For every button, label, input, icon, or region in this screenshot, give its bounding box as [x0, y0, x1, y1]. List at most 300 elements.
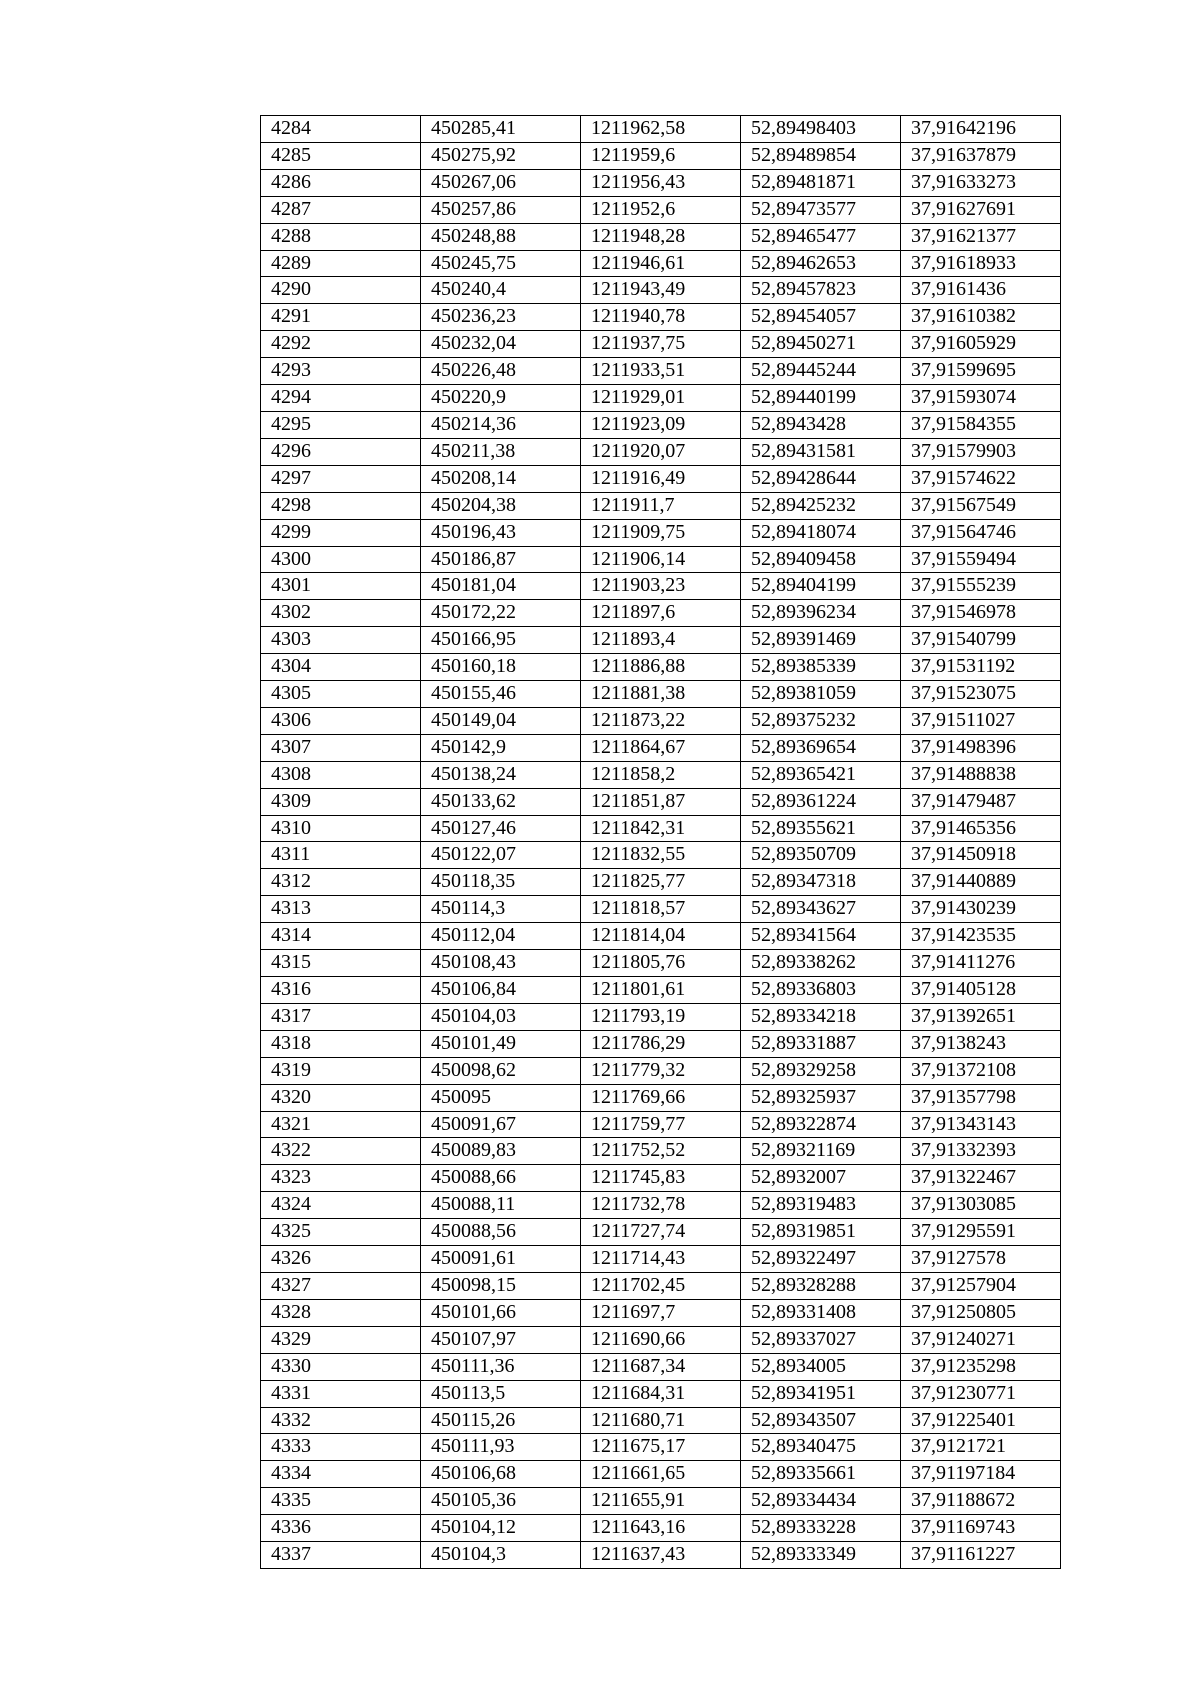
y-coordinate-cell: 1211714,43	[581, 1246, 741, 1273]
latitude-cell: 52,89350709	[741, 842, 901, 869]
latitude-cell: 52,89321169	[741, 1138, 901, 1165]
x-coordinate-cell: 450101,66	[421, 1299, 581, 1326]
latitude-cell: 52,89369654	[741, 734, 901, 761]
point-number-cell: 4320	[261, 1084, 421, 1111]
y-coordinate-cell: 1211916,49	[581, 465, 741, 492]
latitude-cell: 52,89334434	[741, 1488, 901, 1515]
table-row	[261, 169, 1061, 196]
table-row	[261, 1542, 1061, 1569]
table-row	[261, 734, 1061, 761]
longitude-cell: 37,91411276	[901, 950, 1061, 977]
latitude-cell: 52,89329258	[741, 1057, 901, 1084]
point-number-cell: 4286	[261, 169, 421, 196]
table-row	[261, 1219, 1061, 1246]
y-coordinate-cell: 1211923,09	[581, 411, 741, 438]
longitude-cell: 37,91161227	[901, 1542, 1061, 1569]
y-coordinate-cell: 1211956,43	[581, 169, 741, 196]
x-coordinate-cell: 450118,35	[421, 869, 581, 896]
table-row	[261, 600, 1061, 627]
latitude-cell: 52,89440199	[741, 385, 901, 412]
x-coordinate-cell: 450155,46	[421, 681, 581, 708]
longitude-cell: 37,91488838	[901, 761, 1061, 788]
latitude-cell: 52,89381059	[741, 681, 901, 708]
x-coordinate-cell: 450138,24	[421, 761, 581, 788]
table-row	[261, 1138, 1061, 1165]
table-row	[261, 1434, 1061, 1461]
latitude-cell: 52,89418074	[741, 519, 901, 546]
y-coordinate-cell: 1211680,71	[581, 1407, 741, 1434]
latitude-cell: 52,89465477	[741, 223, 901, 250]
table-row	[261, 896, 1061, 923]
point-number-cell: 4322	[261, 1138, 421, 1165]
latitude-cell: 52,89334218	[741, 1003, 901, 1030]
x-coordinate-cell: 450122,07	[421, 842, 581, 869]
latitude-cell: 52,89462653	[741, 250, 901, 277]
point-number-cell: 4300	[261, 546, 421, 573]
latitude-cell: 52,89361224	[741, 788, 901, 815]
longitude-cell: 37,91605929	[901, 331, 1061, 358]
y-coordinate-cell: 1211952,6	[581, 196, 741, 223]
point-number-cell: 4287	[261, 196, 421, 223]
y-coordinate-cell: 1211929,01	[581, 385, 741, 412]
point-number-cell: 4333	[261, 1434, 421, 1461]
x-coordinate-cell: 450091,67	[421, 1111, 581, 1138]
latitude-cell: 52,89335661	[741, 1461, 901, 1488]
point-number-cell: 4309	[261, 788, 421, 815]
longitude-cell: 37,91584355	[901, 411, 1061, 438]
y-coordinate-cell: 1211637,43	[581, 1542, 741, 1569]
longitude-cell: 37,91450918	[901, 842, 1061, 869]
point-number-cell: 4336	[261, 1515, 421, 1542]
table-row	[261, 358, 1061, 385]
point-number-cell: 4335	[261, 1488, 421, 1515]
point-number-cell: 4302	[261, 600, 421, 627]
x-coordinate-cell: 450214,36	[421, 411, 581, 438]
point-number-cell: 4314	[261, 923, 421, 950]
table-row	[261, 1246, 1061, 1273]
y-coordinate-cell: 1211697,7	[581, 1299, 741, 1326]
longitude-cell: 37,91423535	[901, 923, 1061, 950]
x-coordinate-cell: 450089,83	[421, 1138, 581, 1165]
latitude-cell: 52,89331887	[741, 1030, 901, 1057]
table-row	[261, 438, 1061, 465]
longitude-cell: 37,91593074	[901, 385, 1061, 412]
longitude-cell: 37,91430239	[901, 896, 1061, 923]
point-number-cell: 4307	[261, 734, 421, 761]
x-coordinate-cell: 450104,12	[421, 1515, 581, 1542]
point-number-cell: 4285	[261, 142, 421, 169]
table-row	[261, 331, 1061, 358]
longitude-cell: 37,9161436	[901, 277, 1061, 304]
latitude-cell: 52,89457823	[741, 277, 901, 304]
table-row	[261, 707, 1061, 734]
longitude-cell: 37,9138243	[901, 1030, 1061, 1057]
y-coordinate-cell: 1211832,55	[581, 842, 741, 869]
point-number-cell: 4334	[261, 1461, 421, 1488]
x-coordinate-cell: 450095	[421, 1084, 581, 1111]
table-row	[261, 869, 1061, 896]
point-number-cell: 4318	[261, 1030, 421, 1057]
table-row	[261, 116, 1061, 143]
table-row	[261, 1515, 1061, 1542]
latitude-cell: 52,89498403	[741, 116, 901, 143]
y-coordinate-cell: 1211940,78	[581, 304, 741, 331]
table-row	[261, 385, 1061, 412]
point-number-cell: 4316	[261, 977, 421, 1004]
x-coordinate-cell: 450166,95	[421, 627, 581, 654]
x-coordinate-cell: 450108,43	[421, 950, 581, 977]
x-coordinate-cell: 450114,3	[421, 896, 581, 923]
x-coordinate-cell: 450098,15	[421, 1272, 581, 1299]
y-coordinate-cell: 1211943,49	[581, 277, 741, 304]
x-coordinate-cell: 450106,84	[421, 977, 581, 1004]
latitude-cell: 52,89319483	[741, 1192, 901, 1219]
y-coordinate-cell: 1211851,87	[581, 788, 741, 815]
latitude-cell: 52,89333349	[741, 1542, 901, 1569]
y-coordinate-cell: 1211886,88	[581, 654, 741, 681]
table-row	[261, 1488, 1061, 1515]
x-coordinate-cell: 450088,56	[421, 1219, 581, 1246]
table-row	[261, 815, 1061, 842]
latitude-cell: 52,89473577	[741, 196, 901, 223]
y-coordinate-cell: 1211962,58	[581, 116, 741, 143]
x-coordinate-cell: 450181,04	[421, 573, 581, 600]
point-number-cell: 4332	[261, 1407, 421, 1434]
x-coordinate-cell: 450236,23	[421, 304, 581, 331]
longitude-cell: 37,91610382	[901, 304, 1061, 331]
table-row	[261, 761, 1061, 788]
x-coordinate-cell: 450211,38	[421, 438, 581, 465]
longitude-cell: 37,91559494	[901, 546, 1061, 573]
y-coordinate-cell: 1211655,91	[581, 1488, 741, 1515]
point-number-cell: 4321	[261, 1111, 421, 1138]
latitude-cell: 52,89322497	[741, 1246, 901, 1273]
longitude-cell: 37,91250805	[901, 1299, 1061, 1326]
table-row	[261, 1057, 1061, 1084]
longitude-cell: 37,91564746	[901, 519, 1061, 546]
point-number-cell: 4317	[261, 1003, 421, 1030]
x-coordinate-cell: 450160,18	[421, 654, 581, 681]
point-number-cell: 4311	[261, 842, 421, 869]
longitude-cell: 37,91540799	[901, 627, 1061, 654]
longitude-cell: 37,91574622	[901, 465, 1061, 492]
latitude-cell: 52,89333228	[741, 1515, 901, 1542]
latitude-cell: 52,89450271	[741, 331, 901, 358]
longitude-cell: 37,91332393	[901, 1138, 1061, 1165]
table-row	[261, 546, 1061, 573]
table-row	[261, 1272, 1061, 1299]
latitude-cell: 52,89396234	[741, 600, 901, 627]
y-coordinate-cell: 1211893,4	[581, 627, 741, 654]
latitude-cell: 52,89445244	[741, 358, 901, 385]
latitude-cell: 52,89343627	[741, 896, 901, 923]
longitude-cell: 37,91197184	[901, 1461, 1061, 1488]
point-number-cell: 4290	[261, 277, 421, 304]
point-number-cell: 4292	[261, 331, 421, 358]
table-row	[261, 411, 1061, 438]
longitude-cell: 37,91257904	[901, 1272, 1061, 1299]
y-coordinate-cell: 1211661,65	[581, 1461, 741, 1488]
y-coordinate-cell: 1211814,04	[581, 923, 741, 950]
table-row	[261, 1380, 1061, 1407]
table-row	[261, 923, 1061, 950]
table-row	[261, 1353, 1061, 1380]
latitude-cell: 52,89489854	[741, 142, 901, 169]
table-row	[261, 627, 1061, 654]
table-row	[261, 842, 1061, 869]
longitude-cell: 37,91230771	[901, 1380, 1061, 1407]
point-number-cell: 4319	[261, 1057, 421, 1084]
y-coordinate-cell: 1211675,17	[581, 1434, 741, 1461]
table-row	[261, 196, 1061, 223]
y-coordinate-cell: 1211727,74	[581, 1219, 741, 1246]
y-coordinate-cell: 1211906,14	[581, 546, 741, 573]
latitude-cell: 52,89336803	[741, 977, 901, 1004]
coordinates-table-body	[261, 116, 1061, 1569]
longitude-cell: 37,91392651	[901, 1003, 1061, 1030]
point-number-cell: 4304	[261, 654, 421, 681]
table-row	[261, 1111, 1061, 1138]
y-coordinate-cell: 1211752,52	[581, 1138, 741, 1165]
table-row	[261, 1084, 1061, 1111]
latitude-cell: 52,89322874	[741, 1111, 901, 1138]
y-coordinate-cell: 1211759,77	[581, 1111, 741, 1138]
longitude-cell: 37,91465356	[901, 815, 1061, 842]
table-row	[261, 1299, 1061, 1326]
point-number-cell: 4324	[261, 1192, 421, 1219]
point-number-cell: 4284	[261, 116, 421, 143]
table-row	[261, 465, 1061, 492]
table-row	[261, 1003, 1061, 1030]
x-coordinate-cell: 450208,14	[421, 465, 581, 492]
y-coordinate-cell: 1211643,16	[581, 1515, 741, 1542]
latitude-cell: 52,89428644	[741, 465, 901, 492]
longitude-cell: 37,91618933	[901, 250, 1061, 277]
x-coordinate-cell: 450133,62	[421, 788, 581, 815]
x-coordinate-cell: 450267,06	[421, 169, 581, 196]
table-row	[261, 277, 1061, 304]
longitude-cell: 37,91303085	[901, 1192, 1061, 1219]
latitude-cell: 52,89385339	[741, 654, 901, 681]
x-coordinate-cell: 450105,36	[421, 1488, 581, 1515]
longitude-cell: 37,91498396	[901, 734, 1061, 761]
latitude-cell: 52,8934005	[741, 1353, 901, 1380]
y-coordinate-cell: 1211858,2	[581, 761, 741, 788]
latitude-cell: 52,8943428	[741, 411, 901, 438]
latitude-cell: 52,89341951	[741, 1380, 901, 1407]
table-row	[261, 1192, 1061, 1219]
point-number-cell: 4294	[261, 385, 421, 412]
point-number-cell: 4306	[261, 707, 421, 734]
y-coordinate-cell: 1211684,31	[581, 1380, 741, 1407]
longitude-cell: 37,91169743	[901, 1515, 1061, 1542]
table-row	[261, 1326, 1061, 1353]
y-coordinate-cell: 1211897,6	[581, 600, 741, 627]
coordinates-table	[260, 115, 1061, 1569]
point-number-cell: 4315	[261, 950, 421, 977]
y-coordinate-cell: 1211745,83	[581, 1165, 741, 1192]
longitude-cell: 37,91555239	[901, 573, 1061, 600]
table-row	[261, 142, 1061, 169]
table-row	[261, 1165, 1061, 1192]
latitude-cell: 52,89409458	[741, 546, 901, 573]
y-coordinate-cell: 1211903,23	[581, 573, 741, 600]
longitude-cell: 37,91440889	[901, 869, 1061, 896]
latitude-cell: 52,89337027	[741, 1326, 901, 1353]
point-number-cell: 4329	[261, 1326, 421, 1353]
longitude-cell: 37,91567549	[901, 492, 1061, 519]
x-coordinate-cell: 450098,62	[421, 1057, 581, 1084]
longitude-cell: 37,91599695	[901, 358, 1061, 385]
latitude-cell: 52,89328288	[741, 1272, 901, 1299]
x-coordinate-cell: 450104,3	[421, 1542, 581, 1569]
x-coordinate-cell: 450149,04	[421, 707, 581, 734]
latitude-cell: 52,89331408	[741, 1299, 901, 1326]
latitude-cell: 52,89375232	[741, 707, 901, 734]
y-coordinate-cell: 1211786,29	[581, 1030, 741, 1057]
latitude-cell: 52,89325937	[741, 1084, 901, 1111]
x-coordinate-cell: 450275,92	[421, 142, 581, 169]
x-coordinate-cell: 450248,88	[421, 223, 581, 250]
table-row	[261, 1030, 1061, 1057]
longitude-cell: 37,91579903	[901, 438, 1061, 465]
table-row	[261, 492, 1061, 519]
y-coordinate-cell: 1211933,51	[581, 358, 741, 385]
table-row	[261, 681, 1061, 708]
longitude-cell: 37,91343143	[901, 1111, 1061, 1138]
longitude-cell: 37,91546978	[901, 600, 1061, 627]
y-coordinate-cell: 1211702,45	[581, 1272, 741, 1299]
y-coordinate-cell: 1211805,76	[581, 950, 741, 977]
point-number-cell: 4296	[261, 438, 421, 465]
y-coordinate-cell: 1211881,38	[581, 681, 741, 708]
latitude-cell: 52,89481871	[741, 169, 901, 196]
point-number-cell: 4328	[261, 1299, 421, 1326]
latitude-cell: 52,89319851	[741, 1219, 901, 1246]
table-row	[261, 654, 1061, 681]
y-coordinate-cell: 1211690,66	[581, 1326, 741, 1353]
y-coordinate-cell: 1211873,22	[581, 707, 741, 734]
x-coordinate-cell: 450232,04	[421, 331, 581, 358]
latitude-cell: 52,8932007	[741, 1165, 901, 1192]
x-coordinate-cell: 450106,68	[421, 1461, 581, 1488]
longitude-cell: 37,9121721	[901, 1434, 1061, 1461]
x-coordinate-cell: 450115,26	[421, 1407, 581, 1434]
latitude-cell: 52,89355621	[741, 815, 901, 842]
latitude-cell: 52,89341564	[741, 923, 901, 950]
latitude-cell: 52,89347318	[741, 869, 901, 896]
longitude-cell: 37,91322467	[901, 1165, 1061, 1192]
point-number-cell: 4288	[261, 223, 421, 250]
x-coordinate-cell: 450101,49	[421, 1030, 581, 1057]
latitude-cell: 52,89431581	[741, 438, 901, 465]
longitude-cell: 37,91357798	[901, 1084, 1061, 1111]
point-number-cell: 4337	[261, 1542, 421, 1569]
point-number-cell: 4327	[261, 1272, 421, 1299]
latitude-cell: 52,89343507	[741, 1407, 901, 1434]
table-row	[261, 519, 1061, 546]
longitude-cell: 37,91240271	[901, 1326, 1061, 1353]
point-number-cell: 4331	[261, 1380, 421, 1407]
longitude-cell: 37,9127578	[901, 1246, 1061, 1273]
point-number-cell: 4291	[261, 304, 421, 331]
longitude-cell: 37,91511027	[901, 707, 1061, 734]
x-coordinate-cell: 450142,9	[421, 734, 581, 761]
y-coordinate-cell: 1211779,32	[581, 1057, 741, 1084]
y-coordinate-cell: 1211842,31	[581, 815, 741, 842]
table-row	[261, 1407, 1061, 1434]
y-coordinate-cell: 1211801,61	[581, 977, 741, 1004]
latitude-cell: 52,89338262	[741, 950, 901, 977]
point-number-cell: 4293	[261, 358, 421, 385]
longitude-cell: 37,91188672	[901, 1488, 1061, 1515]
longitude-cell: 37,91642196	[901, 116, 1061, 143]
table-row	[261, 950, 1061, 977]
x-coordinate-cell: 450245,75	[421, 250, 581, 277]
y-coordinate-cell: 1211948,28	[581, 223, 741, 250]
y-coordinate-cell: 1211911,7	[581, 492, 741, 519]
x-coordinate-cell: 450113,5	[421, 1380, 581, 1407]
x-coordinate-cell: 450107,97	[421, 1326, 581, 1353]
y-coordinate-cell: 1211909,75	[581, 519, 741, 546]
point-number-cell: 4323	[261, 1165, 421, 1192]
table-row	[261, 250, 1061, 277]
x-coordinate-cell: 450111,36	[421, 1353, 581, 1380]
point-number-cell: 4297	[261, 465, 421, 492]
latitude-cell: 52,89391469	[741, 627, 901, 654]
table-row	[261, 977, 1061, 1004]
point-number-cell: 4299	[261, 519, 421, 546]
longitude-cell: 37,91405128	[901, 977, 1061, 1004]
y-coordinate-cell: 1211793,19	[581, 1003, 741, 1030]
y-coordinate-cell: 1211769,66	[581, 1084, 741, 1111]
y-coordinate-cell: 1211687,34	[581, 1353, 741, 1380]
longitude-cell: 37,91531192	[901, 654, 1061, 681]
x-coordinate-cell: 450204,38	[421, 492, 581, 519]
longitude-cell: 37,91372108	[901, 1057, 1061, 1084]
point-number-cell: 4330	[261, 1353, 421, 1380]
x-coordinate-cell: 450226,48	[421, 358, 581, 385]
point-number-cell: 4326	[261, 1246, 421, 1273]
point-number-cell: 4301	[261, 573, 421, 600]
latitude-cell: 52,89404199	[741, 573, 901, 600]
point-number-cell: 4289	[261, 250, 421, 277]
x-coordinate-cell: 450091,61	[421, 1246, 581, 1273]
y-coordinate-cell: 1211946,61	[581, 250, 741, 277]
y-coordinate-cell: 1211732,78	[581, 1192, 741, 1219]
x-coordinate-cell: 450240,4	[421, 277, 581, 304]
latitude-cell: 52,89425232	[741, 492, 901, 519]
x-coordinate-cell: 450104,03	[421, 1003, 581, 1030]
latitude-cell: 52,89340475	[741, 1434, 901, 1461]
point-number-cell: 4325	[261, 1219, 421, 1246]
point-number-cell: 4303	[261, 627, 421, 654]
x-coordinate-cell: 450088,66	[421, 1165, 581, 1192]
x-coordinate-cell: 450088,11	[421, 1192, 581, 1219]
point-number-cell: 4295	[261, 411, 421, 438]
y-coordinate-cell: 1211864,67	[581, 734, 741, 761]
latitude-cell: 52,89454057	[741, 304, 901, 331]
point-number-cell: 4312	[261, 869, 421, 896]
longitude-cell: 37,91295591	[901, 1219, 1061, 1246]
x-coordinate-cell: 450257,86	[421, 196, 581, 223]
point-number-cell: 4313	[261, 896, 421, 923]
table-row	[261, 223, 1061, 250]
table-row	[261, 304, 1061, 331]
longitude-cell: 37,91523075	[901, 681, 1061, 708]
table-row	[261, 573, 1061, 600]
y-coordinate-cell: 1211825,77	[581, 869, 741, 896]
